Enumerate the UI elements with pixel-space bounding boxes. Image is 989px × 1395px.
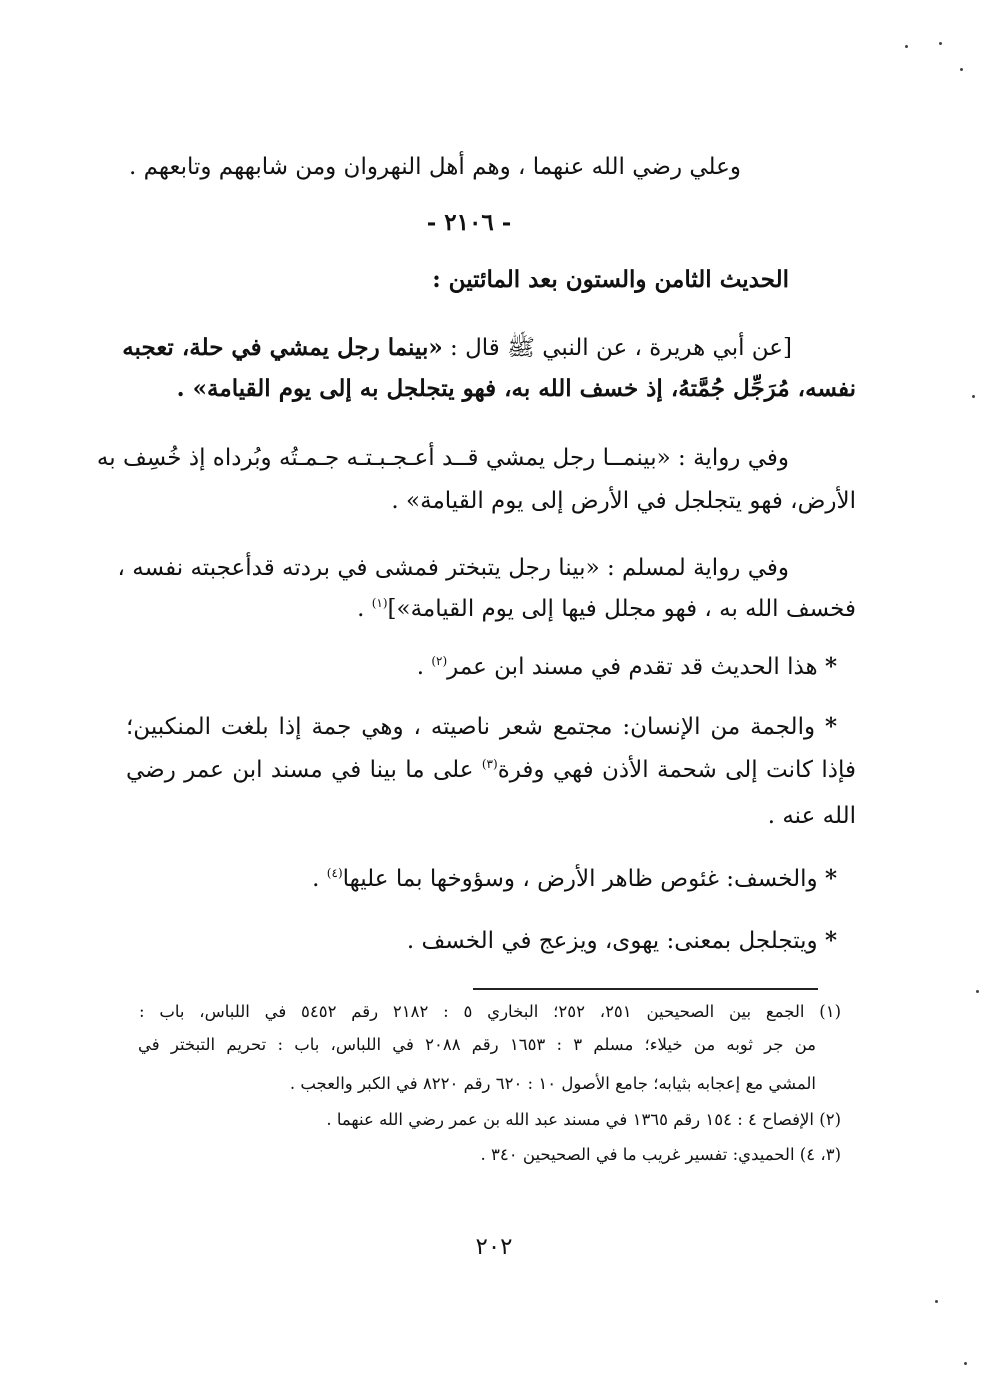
note-3-end: .	[312, 866, 327, 892]
note-1-text: هذا الحديث قد تقدم في مسند ابن عمر	[447, 654, 818, 680]
note-1-end: .	[416, 654, 432, 680]
hadith-number: - ٢١٠٦ -	[426, 209, 512, 236]
note-2-line-2-pre: فإذا كانت إلى شحمة الأذن فهي وفرة	[497, 757, 856, 783]
note-3-text: والخسف: غئوص ظاهر الأرض ، وسؤوخها بما عليها	[342, 866, 818, 892]
footnote-2: (٢) الإفصاح ٤ : ١٥٤ رقم ١٣٦٥ في مسند عبد الله بن عمر رضي الله عنهما .	[326, 1110, 841, 1129]
variant-2-line-2-text: فخسف الله به ، فهو مجلل فيها إلى يوم القيامة»]	[387, 596, 856, 622]
hadith-quote-start: «بينما رجل يمشي في حلة، تعجبه	[122, 334, 443, 361]
footnote-divider	[473, 988, 818, 990]
hadith-heading: الحديث الثامن والستون بعد المائتين :	[432, 266, 789, 293]
note-2-line-3: الله عنه .	[767, 803, 856, 829]
note-1	[417, 652, 837, 682]
asterisk-icon: *	[824, 713, 837, 740]
scan-speck	[905, 45, 908, 48]
footnote-3-4: (٣، ٤) الحميدي: تفسير غريب ما في الصحيحين ٣٤٠ .	[480, 1145, 841, 1164]
note-3	[312, 864, 837, 894]
footnote-ref-4: (٤)	[326, 866, 343, 880]
scan-speck	[964, 1362, 967, 1365]
scan-speck	[935, 1300, 938, 1303]
variant-2-line-2-end: .	[357, 596, 372, 622]
note-2-line-1	[126, 712, 837, 742]
variant-1-line-1: وفي رواية : «بينمــا رجل يمشي قــد أعـجـبـتـه جـمـتُه وبُرداه إذ خُسِف به	[96, 445, 789, 471]
asterisk-icon: *	[824, 927, 837, 954]
hadith-narrator: [عن أبي هريرة ، عن النبي ﷺ قال :	[442, 335, 792, 361]
hadith-text-line-1	[122, 333, 792, 363]
scan-speck	[972, 395, 975, 398]
footnote-ref-3: (٣)	[481, 757, 498, 771]
note-4-text: ويتجلجل بمعنى: يهوى، ويزعج في الخسف .	[406, 928, 818, 954]
variant-2-line-2	[357, 594, 856, 624]
scan-speck	[960, 68, 963, 71]
footnote-ref-2: (٢)	[431, 654, 448, 668]
asterisk-icon: *	[824, 865, 837, 892]
footnote-1-line-3: المشي مع إعجابه بثيابه؛ جامع الأصول ١٠ : ٦٢٠ رقم ٨٢٢٠ في الكبر والعجب .	[289, 1074, 816, 1093]
footnote-1-line-2: من جر ثوبه من خيلاء؛ مسلم ٣ : ١٦٥٣ رقم ٢٠٨٨ في اللباس، باب : تحريم التبختر في	[138, 1035, 817, 1054]
hadith-text-line-2: نفسه، مُرَجِّل جُمَّتهُ، إذ خسف الله به، فهو يتجلجل به إلى يوم القيامة» .	[176, 375, 856, 402]
footnote-ref-1: (١)	[371, 596, 388, 610]
variant-1-line-2: الأرض، فهو يتجلجل في الأرض إلى يوم القيامة» .	[391, 488, 856, 514]
note-4	[407, 926, 837, 956]
scan-speck	[939, 42, 942, 45]
text-line-intro: وعلي رضي الله عنهما ، وهم أهل النهروان ومن شابههم وتابعهم .	[128, 154, 741, 180]
note-2-line-2-post: على ما بينا في مسند ابن عمر رضي	[126, 757, 482, 783]
variant-2-line-1: وفي رواية لمسلم : «بينا رجل يتبختر فمشى في بردته قدأعجبته نفسه ،	[117, 555, 789, 581]
note-2-line-2	[126, 755, 856, 785]
page-number: ٢٠٢	[475, 1234, 513, 1260]
scan-speck	[976, 990, 979, 993]
note-2-line-1-text: والجمة من الإنسان: مجتمع شعر ناصيته ، وهي جمة إذا بلغت المنكبين؛	[126, 714, 816, 740]
footnote-1-line-1: (١) الجمع بين الصحيحين ٢٥١، ٢٥٢؛ البخاري ٥ : ٢١٨٢ رقم ٥٤٥٢ في اللباس، باب :	[139, 1002, 841, 1021]
asterisk-icon: *	[824, 653, 837, 680]
